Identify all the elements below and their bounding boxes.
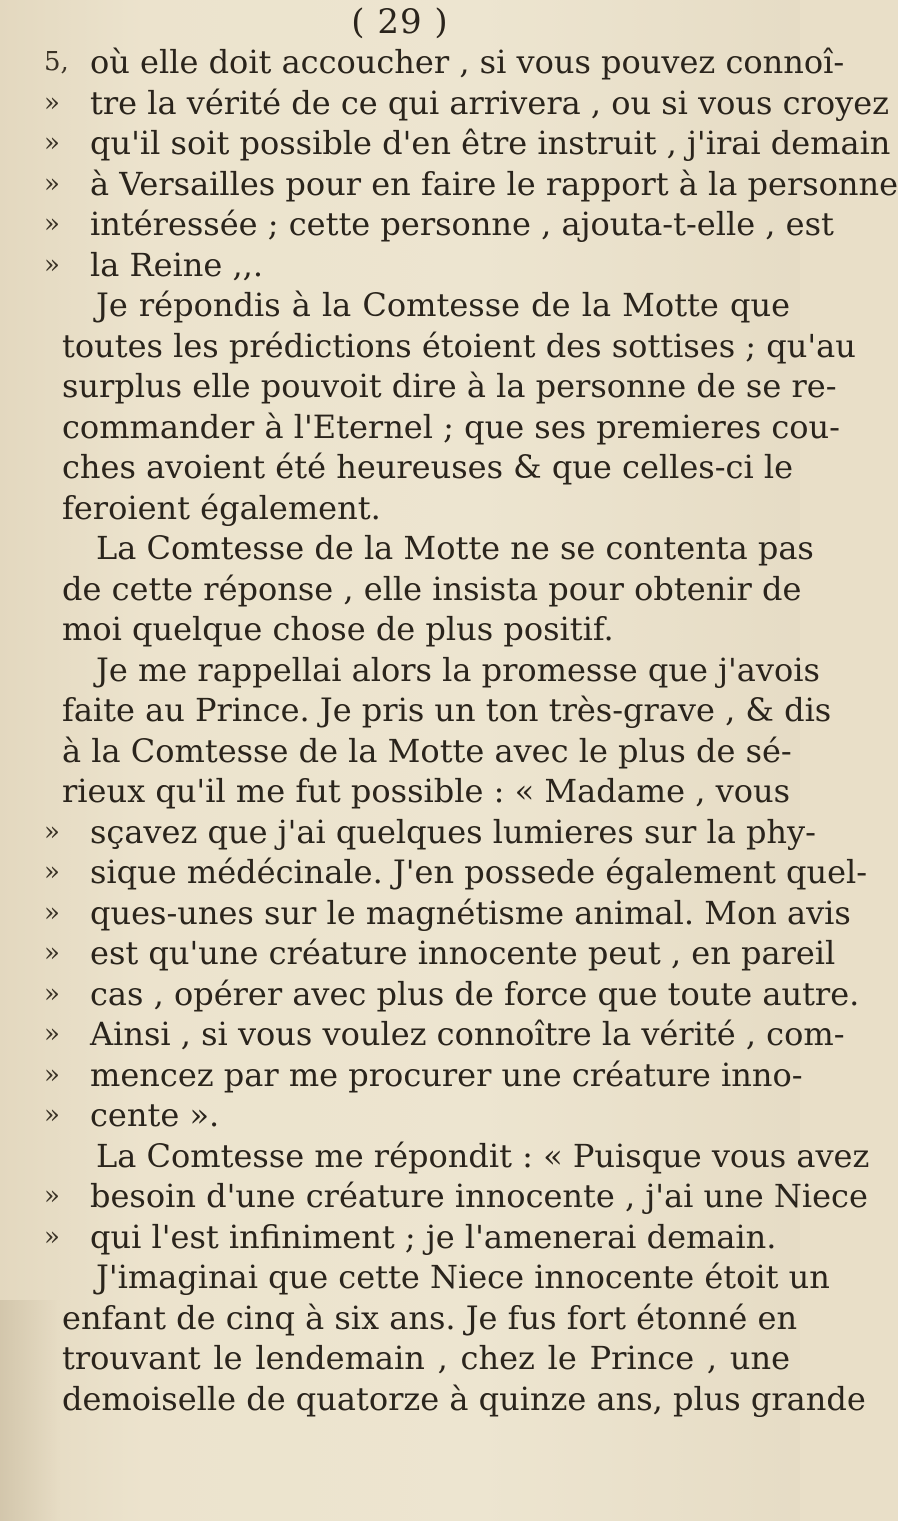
line-text: rieux qu'il me fut possible : « Madame , vous — [62, 772, 790, 810]
line-text: cas , opérer avec plus de force que toute autre. — [90, 974, 860, 1013]
quote-mark: » — [44, 1100, 60, 1130]
line-text: sçavez que j'ai quelques lumieres sur la phy- — [90, 812, 816, 851]
line-text: tre la vérité de ce qui arrivera , ou si vous croyez — [90, 83, 889, 122]
text-line — [0, 1176, 868, 1217]
page-text — [0, 42, 898, 1419]
text-line — [0, 1217, 800, 1258]
line-text: à la Comtesse de la Motte avec le plus de sé- — [62, 731, 792, 770]
text-line — [0, 569, 800, 610]
page-edge-shadow — [0, 1300, 60, 1521]
line-text: toutes les prédictions étoient des sottises ; qu'au — [62, 326, 856, 365]
quote-mark: » — [44, 87, 60, 118]
quote-mark: » — [44, 1181, 60, 1211]
line-text: cente ». — [90, 1096, 220, 1134]
line-text: La Comtesse me répondit : « Puisque vous avez — [96, 1136, 870, 1175]
text-line — [0, 407, 840, 448]
quote-mark: » — [44, 209, 60, 239]
line-text: mencez par me procurer une créature inno- — [90, 1055, 803, 1094]
line-text: J'imaginai que cette Niece innocente étoit un — [96, 1258, 830, 1296]
text-line — [0, 731, 800, 772]
text-line — [0, 893, 851, 934]
text-line — [0, 1338, 800, 1379]
text-line — [0, 690, 832, 731]
text-line — [0, 933, 836, 974]
line-text: feroient également. — [62, 488, 381, 527]
text-line — [0, 650, 820, 691]
quote-mark: » — [44, 816, 60, 847]
line-text: Ainsi , si vous voulez connoître la vérité , com- — [90, 1015, 845, 1053]
line-text: de cette réponse , elle insista pour obtenir de — [62, 569, 802, 608]
line-text: est qu'une créature innocente peut , en pareil — [90, 934, 836, 972]
text-line — [0, 852, 868, 893]
text-line — [0, 1257, 830, 1298]
text-line — [0, 488, 800, 529]
text-line — [0, 285, 800, 326]
line-text: qu'il soit possible d'en être instruit , j'irai demain — [90, 124, 891, 162]
line-text: commander à l'Eternel ; que ses premieres cou- — [62, 407, 840, 446]
line-text: intéressée ; cette personne , ajouta-t-elle , est — [90, 205, 834, 243]
text-line — [0, 1298, 800, 1339]
quote-mark: » — [44, 1059, 60, 1090]
line-text: ches avoient été heureuses & que celles-ci le — [62, 448, 794, 486]
quote-mark: 5, — [44, 47, 69, 77]
text-line — [0, 366, 837, 407]
quote-mark: » — [44, 938, 60, 968]
line-text: besoin d'une créature innocente , j'ai une Niece — [90, 1177, 868, 1215]
text-line — [0, 204, 834, 245]
page-number: ( 29 ) — [351, 2, 449, 42]
line-text: qui l'est infiniment ; je l'amenerai demain. — [90, 1217, 777, 1256]
line-text: enfant de cinq à six ans. Je fus fort étonné en — [62, 1298, 798, 1337]
quote-mark: » — [44, 1221, 60, 1252]
text-line — [0, 771, 800, 812]
line-text: La Comtesse de la Motte ne se contenta pas — [96, 529, 814, 567]
text-line — [0, 245, 800, 286]
line-text: ques-unes sur le magnétisme animal. Mon avis — [90, 893, 851, 932]
text-line — [0, 447, 800, 488]
line-text: trouvant le lendemain , chez le Prince , une — [62, 1339, 790, 1377]
text-line — [0, 83, 889, 124]
line-text: Je répondis à la Comtesse de la Motte que — [96, 286, 790, 324]
text-line — [0, 812, 816, 853]
text-line — [0, 1055, 803, 1096]
text-line — [0, 1014, 845, 1055]
line-text: faite au Prince. Je pris un ton très-grave , & dis — [62, 691, 832, 729]
text-line — [0, 974, 860, 1015]
text-line — [0, 1379, 866, 1420]
quote-mark: » — [44, 1019, 60, 1049]
quote-mark: » — [44, 978, 60, 1009]
line-text: à Versailles pour en faire le rapport à la personne — [90, 164, 898, 203]
quote-mark: » — [44, 249, 60, 280]
quote-mark: » — [44, 857, 60, 887]
line-text: sique médécinale. J'en possede également quel- — [90, 853, 868, 891]
text-line — [0, 528, 814, 569]
line-text: surplus elle pouvoit dire à la personne de se re- — [62, 367, 837, 405]
line-text: demoiselle de quatorze à quinze ans, plus grande — [62, 1379, 866, 1418]
text-line — [0, 326, 856, 367]
text-line — [0, 1095, 800, 1136]
text-line — [0, 42, 845, 83]
line-text: où elle doit accoucher , si vous pouvez connoî- — [90, 43, 845, 81]
text-line — [0, 123, 891, 164]
quote-mark: » — [44, 128, 60, 158]
quote-mark: » — [44, 897, 60, 928]
text-line — [0, 164, 898, 205]
line-text: moi quelque chose de plus positif. — [62, 610, 614, 648]
line-text: Je me rappellai alors la promesse que j'avois — [96, 650, 820, 689]
text-line — [0, 609, 800, 650]
line-text: la Reine ,,. — [90, 245, 263, 284]
text-line — [0, 1136, 870, 1177]
quote-mark: » — [44, 168, 60, 199]
